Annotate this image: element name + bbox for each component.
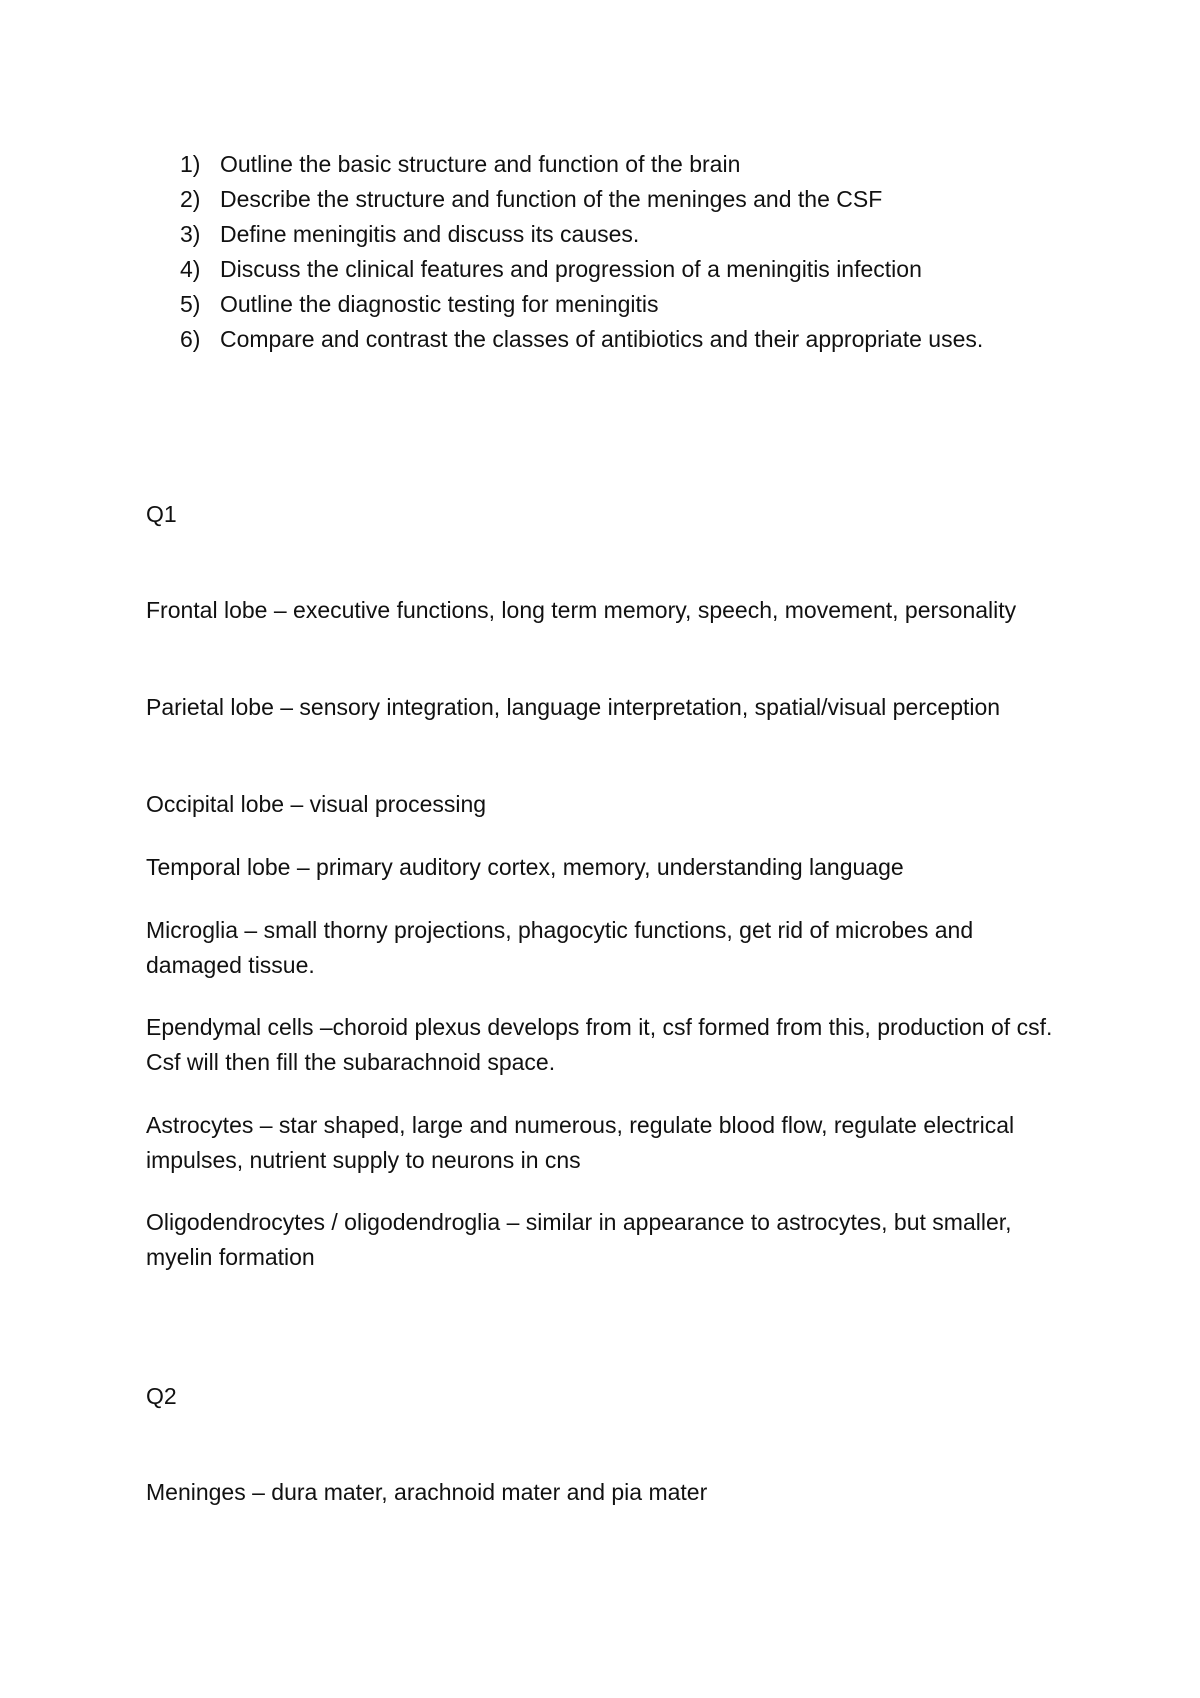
objective-number: 1) — [180, 151, 201, 177]
objective-number: 6) — [180, 326, 201, 352]
objective-item — [180, 252, 1060, 287]
q1-paragraph-parietal-lobe: Parietal lobe – sensory integration, language interpretation, spatial/visual perception — [146, 694, 1001, 720]
objective-number: 3) — [180, 221, 201, 247]
objective-text: Compare and contrast the classes of antibiotics and their appropriate uses. — [220, 326, 984, 352]
q2-heading: Q2 — [146, 1383, 177, 1409]
q1-paragraph-temporal-lobe: Temporal lobe – primary auditory cortex, memory, understanding language — [146, 854, 904, 880]
objective-text: Define meningitis and discuss its causes. — [220, 221, 640, 247]
objective-item — [180, 147, 1060, 182]
q1-paragraph-oligodendrocytes: Oligodendrocytes / oligodendroglia – similar in appearance to astrocytes, but smaller, myelin formation — [146, 1209, 1012, 1270]
objective-text: Outline the diagnostic testing for meningitis — [220, 291, 659, 317]
q1-paragraph-ependymal-cells: Ependymal cells –choroid plexus develops from it, csf formed from this, production of csf. Csf will then fill the subarachnoid space. — [146, 1014, 1053, 1075]
objective-item — [180, 182, 1060, 217]
q1-paragraph-frontal-lobe: Frontal lobe – executive functions, long term memory, speech, movement, personality — [146, 597, 1017, 623]
objective-number: 2) — [180, 186, 201, 212]
objective-text: Discuss the clinical features and progression of a meningitis infection — [220, 256, 922, 282]
objective-number: 5) — [180, 291, 201, 317]
q1-paragraph-astrocytes: Astrocytes – star shaped, large and numerous, regulate blood flow, regulate electrical impulses, nutrient supply to neurons in cns — [146, 1112, 1015, 1173]
objective-item — [180, 287, 1060, 322]
objective-text: Outline the basic structure and function of the brain — [220, 151, 741, 177]
q2-paragraph-meninges: Meninges – dura mater, arachnoid mater and pia mater — [146, 1479, 708, 1505]
q1-heading: Q1 — [146, 501, 177, 527]
objective-number: 4) — [180, 256, 201, 282]
learning-objectives-list — [180, 147, 1060, 357]
q1-paragraph-microglia: Microglia – small thorny projections, phagocytic functions, get rid of microbes and damaged tissue. — [146, 917, 974, 978]
q1-paragraph-occipital-lobe: Occipital lobe – visual processing — [146, 791, 487, 817]
objective-item — [180, 322, 1060, 357]
objective-item — [180, 217, 1060, 252]
objective-text: Describe the structure and function of the meninges and the CSF — [220, 186, 883, 212]
